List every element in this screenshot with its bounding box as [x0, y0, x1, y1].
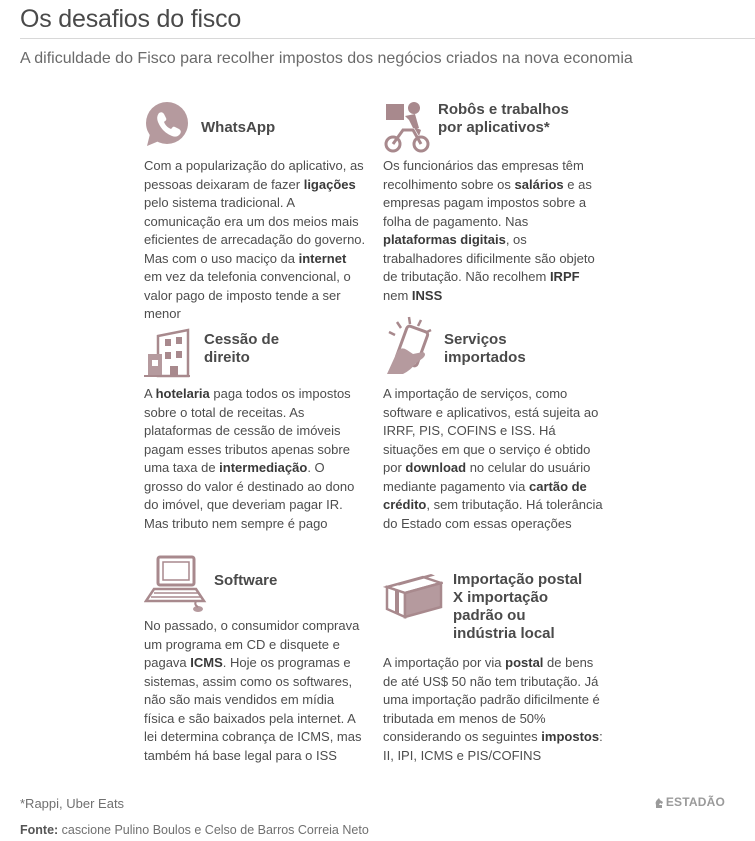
card-title [453, 571, 582, 643]
footnote: *Rappi, Uber Eats [20, 796, 125, 811]
body-emphasis: plataformas digitais [383, 232, 506, 247]
card-title-line: indústria local [453, 625, 555, 642]
source-line [20, 823, 369, 837]
card-title-line: Importação postal [453, 571, 583, 588]
body-text: . O grosso do valor é destinado ao dono do imóvel, que deveriam pagar IR. Mas tributo nem sempre é pago [144, 460, 355, 531]
card-title-line: WhatsApp [201, 119, 276, 136]
phone-in-hand-icon [383, 316, 441, 383]
body-emphasis: ICMS [190, 655, 223, 670]
card-title-line: direito [204, 349, 250, 366]
card-body [144, 385, 366, 533]
body-text: no celular do usuário mediante pagamento via [383, 460, 591, 494]
body-emphasis: postal [505, 655, 544, 670]
body-emphasis: INSS [411, 287, 443, 303]
source-text: cascione Pulino Boulos e Celso de Barros Correia Neto [58, 823, 369, 837]
body-emphasis: download [405, 460, 467, 475]
body-text: A importação de serviços, como software e aplicativos, está sujeita ao IRRF, PIS, COFINS e ISS. Há situações em que o serviço é obtido por [383, 386, 599, 475]
body-text: A importação por via [383, 655, 506, 670]
body-text: nem [383, 287, 412, 303]
body-text: pelo sistema tradicional. A comunicação era um dos meios mais eficientes de arrecadação do governo. Mas com o uso maciço da [144, 195, 366, 266]
card-body [383, 654, 605, 765]
card-title-line: Software [214, 572, 278, 589]
body-text: . Hoje os programas e sistemas, assim como os softwares, não são mais vendidos em mídia física e são baixados pela internet. A lei determina cobrança de ICMS, mas também há base legal para o ISS [144, 655, 362, 763]
knight-logo-icon [654, 797, 664, 808]
card-title-line: por aplicativos* [438, 119, 550, 136]
body-emphasis: ligações [303, 176, 356, 192]
body-text: A [144, 386, 156, 401]
body-emphasis: impostos [541, 729, 600, 744]
card-title-line: Cessão de [204, 331, 280, 348]
page-title: Os desafios do fisco [20, 5, 242, 33]
body-emphasis: intermediação [219, 460, 308, 475]
body-text: de bens de até US$ 50 não tem tributação. Já uma importação padrão dificilmente é tributada em menos de 50% considerando os seguintes [383, 655, 600, 744]
body-emphasis: salários [514, 176, 564, 192]
brand-name: ESTADÃO [665, 795, 725, 809]
body-emphasis: cartão de crédito [383, 478, 587, 512]
body-text: paga todos os impostos sobre o total de receitas. As plataformas de cessão de imóveis pagam esses tributos apenas sobre uma taxa de [144, 386, 351, 475]
body-emphasis: internet [298, 250, 347, 266]
computer-icon [144, 555, 208, 618]
body-text: , os trabalhadores dificilmente são objeto de tributação. Não recolhem [383, 232, 595, 284]
page-subtitle: A dificuldade do Fisco para recolher impostos dos negócios criados na nova economia [20, 50, 633, 67]
estadao-logo [654, 795, 725, 809]
card-body [144, 157, 366, 324]
card-title [438, 101, 569, 137]
card-title-line: Serviços [444, 331, 507, 348]
card-title-line: importados [444, 349, 526, 366]
card-title [204, 331, 279, 367]
whatsapp-icon [144, 100, 190, 153]
title-divider [20, 38, 755, 39]
body-text: , sem tributação. Há tolerância do Estado com essas operações [383, 497, 603, 531]
body-text: e as empresas pagam impostos sobre a folha de pagamento. Nas [383, 176, 592, 229]
card-title [201, 119, 275, 137]
delivery-courier-icon [383, 100, 433, 159]
card-title [444, 331, 526, 367]
card-title-line: padrão ou [453, 607, 526, 624]
body-text: No passado, o consumidor comprava um programa em CD e disquete e pagava [144, 618, 360, 670]
card-title-line: Robôs e trabalhos [438, 101, 569, 118]
body-text: Os funcionários das empresas têm recolhimento sobre os [383, 158, 584, 192]
card-body [383, 385, 605, 533]
body-emphasis: hotelaria [155, 386, 210, 401]
source-label: Fonte: [20, 823, 59, 837]
body-text: em vez da telefonia convencional, o valor pago de imposto tende a ser menor [144, 269, 351, 321]
building-icon [144, 328, 190, 383]
body-text: : II, IPI, ICMS e PIS/COFINS [383, 729, 603, 763]
card-body [383, 157, 605, 305]
card-title-line: X importação [453, 589, 549, 606]
card-title [214, 572, 277, 590]
body-emphasis: IRPF [549, 269, 580, 284]
card-body [144, 617, 366, 765]
package-icon [383, 571, 443, 624]
body-text: Com a popularização do aplicativo, as pessoas deixaram de fazer [144, 158, 364, 192]
